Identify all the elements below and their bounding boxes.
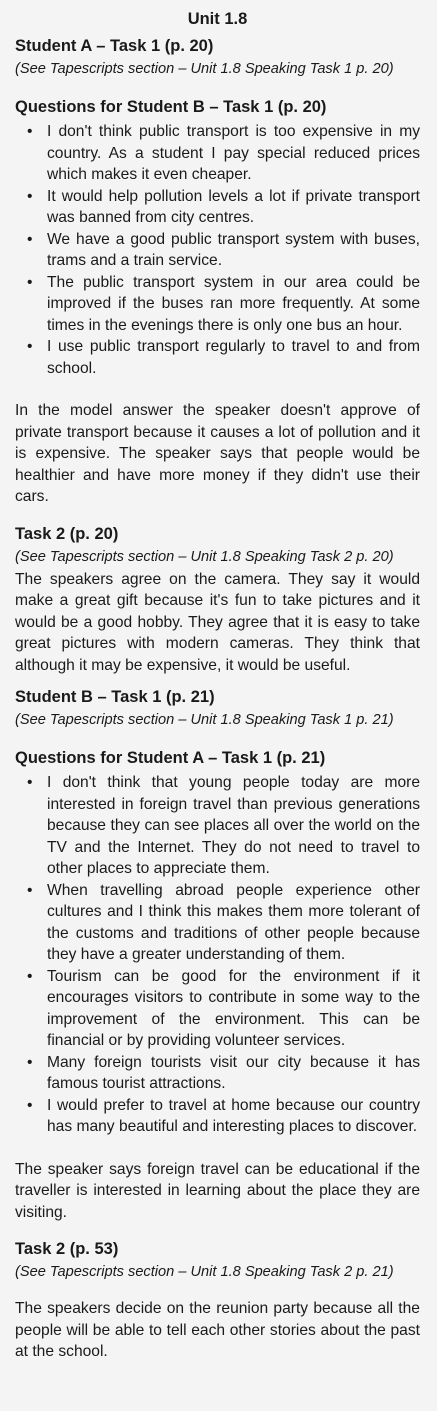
task2-p53-ref: (See Tapescripts section – Unit 1.8 Speaking Task 2 p. 21)	[15, 1264, 394, 1280]
questions-student-a-list	[15, 772, 420, 1138]
list-item: • I would prefer to travel at home because our country has many beautiful and interesting places to discover.	[15, 1095, 420, 1138]
task2-p20-heading: Task 2 (p. 20)	[15, 524, 119, 543]
model-answer-paragraph-2: The speaker says foreign travel can be educational if the traveller is interested in learning about the place they are visiting.	[15, 1160, 420, 1221]
task2-p53-paragraph: The speakers decide on the reunion party because all the people will be able to tell each other stories about the past at the school.	[15, 1300, 420, 1360]
task2-p20-ref: (See Tapescripts section – Unit 1.8 Speaking Task 2 p. 20)	[15, 548, 394, 565]
list-item: • I don't think that young people today are more interested in foreign travel than previous generations because they can see places all over the world on the TV and the Internet. They do not need to travel to other places to appreciate them.	[15, 772, 420, 880]
list-item: • The public transport system in our area could be improved if the buses ran more frequently. At some times in the evenings there is only one bus an hour.	[15, 272, 420, 337]
student-b-task1-heading: Student B – Task 1 (p. 21)	[15, 688, 215, 706]
list-item: • I use public transport regularly to travel to and from school.	[15, 336, 420, 379]
student-a-task1-ref: (See Tapescripts section – Unit 1.8 Speaking Task 1 p. 20)	[15, 61, 394, 77]
list-item: • Many foreign tourists visit our city because it has famous tourist attractions.	[15, 1052, 420, 1095]
model-answer-paragraph-1: In the model answer the speaker doesn't approve of private transport because it causes a lot of pollution and it is expensive. The speaker says that people would be healthier and have more money if they didn't use their cars.	[15, 402, 420, 505]
questions-student-a-heading: Questions for Student A – Task 1 (p. 21)	[15, 749, 326, 767]
list-item: • It would help pollution levels a lot if private transport was banned from city centres.	[15, 186, 420, 229]
questions-student-b-heading: Questions for Student B – Task 1 (p. 20)	[15, 98, 327, 116]
student-b-task1-ref: (See Tapescripts section – Unit 1.8 Speaking Task 1 p. 21)	[15, 712, 394, 728]
student-a-task1-heading: Student A – Task 1 (p. 20)	[15, 37, 214, 55]
task2-p53-heading: Task 2 (p. 53)	[15, 1240, 119, 1258]
task2-p20-paragraph: The speakers agree on the camera. They say it would make a great gift because it's fun to take pictures and it would be a good hobby. They agree that it is easy to take great pictures with modern cameras. They think that although it may be expensive, it would be useful.	[15, 570, 420, 674]
list-item: • When travelling abroad people experience other cultures and I think this makes them more tolerant of the customs and traditions of other people because they have a greater understanding of them.	[15, 880, 420, 966]
questions-student-b-list	[15, 121, 420, 379]
list-item: • We have a good public transport system with buses, trams and a train service.	[15, 229, 420, 272]
list-item: • I don't think public transport is too expensive in my country. As a student I pay special reduced prices which makes it even cheaper.	[15, 121, 420, 186]
unit-title: Unit 1.8	[187, 10, 248, 28]
list-item: • Tourism can be good for the environment if it encourages visitors to contribute in some way to the improvement of the environment. This can be financial or by providing volunteer services.	[15, 966, 420, 1052]
